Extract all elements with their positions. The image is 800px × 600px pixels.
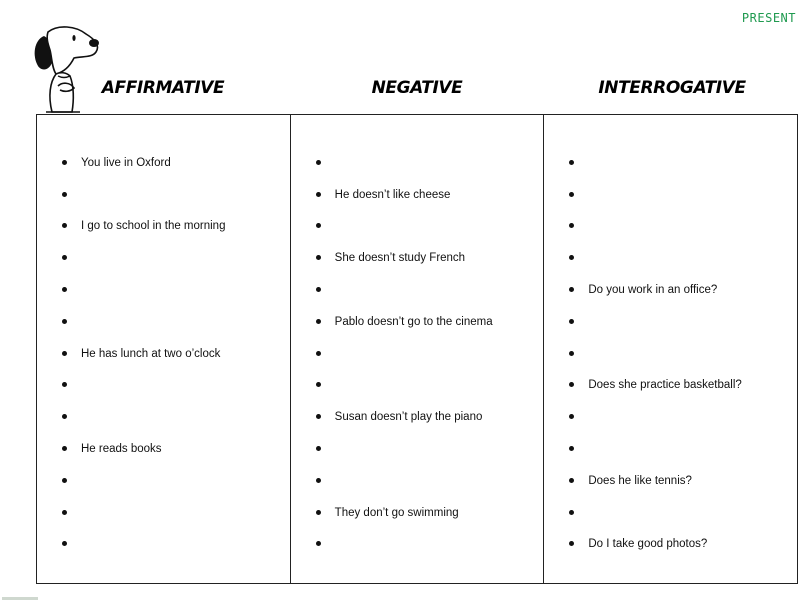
bullet-icon xyxy=(316,414,321,419)
list-item-text: They don’t go swimming xyxy=(334,506,459,519)
interrogative-list xyxy=(544,147,797,560)
list-item xyxy=(37,179,290,211)
bullet-icon xyxy=(316,192,321,197)
bullet-icon xyxy=(569,160,574,165)
column-affirmative xyxy=(37,115,291,583)
bullet-icon xyxy=(62,192,67,197)
list-item xyxy=(37,401,290,433)
list-item xyxy=(37,433,290,465)
bullet-icon xyxy=(569,446,574,451)
grammar-table xyxy=(36,114,798,584)
list-item xyxy=(37,529,290,561)
bullet-icon xyxy=(569,414,574,419)
list-item-text: You live in Oxford xyxy=(81,156,171,169)
list-item xyxy=(544,211,797,243)
bullet-icon xyxy=(316,478,321,483)
list-item xyxy=(544,274,797,306)
bullet-icon xyxy=(62,382,67,387)
header-negative: NEGATIVE xyxy=(371,78,463,98)
list-item xyxy=(37,306,290,338)
list-item xyxy=(291,147,544,179)
bullet-icon xyxy=(569,319,574,324)
header-interrogative: INTERROGATIVE xyxy=(598,78,746,98)
bullet-icon xyxy=(569,192,574,197)
list-item-text: He has lunch at two o’clock xyxy=(81,347,221,360)
column-interrogative xyxy=(544,115,797,583)
bullet-icon xyxy=(316,351,321,356)
list-item xyxy=(291,274,544,306)
bullet-icon xyxy=(316,510,321,515)
bullet-icon xyxy=(316,541,321,546)
list-item-text: Does he like tennis? xyxy=(588,474,692,487)
header-affirmative: AFFIRMATIVE xyxy=(101,78,225,98)
bullet-icon xyxy=(62,287,67,292)
list-item xyxy=(291,338,544,370)
bullet-icon xyxy=(316,255,321,260)
affirmative-list xyxy=(37,147,290,560)
list-item xyxy=(291,497,544,529)
list-item xyxy=(544,497,797,529)
bullet-icon xyxy=(62,541,67,546)
bullet-icon xyxy=(62,478,67,483)
list-item xyxy=(291,242,544,274)
bullet-icon xyxy=(316,382,321,387)
list-item-text: He reads books xyxy=(81,443,162,456)
list-item xyxy=(291,211,544,243)
list-item xyxy=(544,306,797,338)
list-item xyxy=(291,401,544,433)
list-item-text: I go to school in the morning xyxy=(81,220,226,233)
list-item xyxy=(37,274,290,306)
bullet-icon xyxy=(62,510,67,515)
list-item xyxy=(37,338,290,370)
list-item xyxy=(291,179,544,211)
bullet-icon xyxy=(316,287,321,292)
list-item xyxy=(544,338,797,370)
list-item xyxy=(291,529,544,561)
bullet-icon xyxy=(62,160,67,165)
list-item xyxy=(37,211,290,243)
list-item-text: Do you work in an office? xyxy=(588,284,718,297)
list-item xyxy=(544,433,797,465)
bullet-icon xyxy=(62,351,67,356)
bullet-icon xyxy=(569,255,574,260)
bullet-icon xyxy=(569,223,574,228)
list-item xyxy=(544,370,797,402)
bullet-icon xyxy=(316,446,321,451)
bullet-icon xyxy=(62,319,67,324)
list-item xyxy=(37,465,290,497)
list-item xyxy=(37,147,290,179)
list-item-text: He doesn’t like cheese xyxy=(334,188,451,201)
list-item xyxy=(544,179,797,211)
list-item xyxy=(544,242,797,274)
list-item xyxy=(37,497,290,529)
list-item xyxy=(37,370,290,402)
list-item xyxy=(291,306,544,338)
list-item xyxy=(544,147,797,179)
bullet-icon xyxy=(316,319,321,324)
list-item-text: She doesn’t study French xyxy=(334,252,466,265)
page-label: PRESENT xyxy=(741,11,796,25)
bullet-icon xyxy=(569,351,574,356)
bullet-icon xyxy=(569,510,574,515)
bullet-icon xyxy=(316,223,321,228)
column-negative xyxy=(291,115,545,583)
list-item-text: Does she practice basketball? xyxy=(588,379,742,392)
bullet-icon xyxy=(62,414,67,419)
list-item xyxy=(544,465,797,497)
list-item-text: Susan doesn’t play the piano xyxy=(334,411,483,424)
list-item xyxy=(544,401,797,433)
list-item xyxy=(544,529,797,561)
list-item xyxy=(37,242,290,274)
list-item xyxy=(291,370,544,402)
bullet-icon xyxy=(62,255,67,260)
list-item-text: Pablo doesn’t go to the cinema xyxy=(334,315,493,328)
list-item xyxy=(291,433,544,465)
list-item-text: Do I take good photos? xyxy=(588,538,708,551)
negative-list xyxy=(291,147,544,560)
list-item xyxy=(291,465,544,497)
bullet-icon xyxy=(316,160,321,165)
